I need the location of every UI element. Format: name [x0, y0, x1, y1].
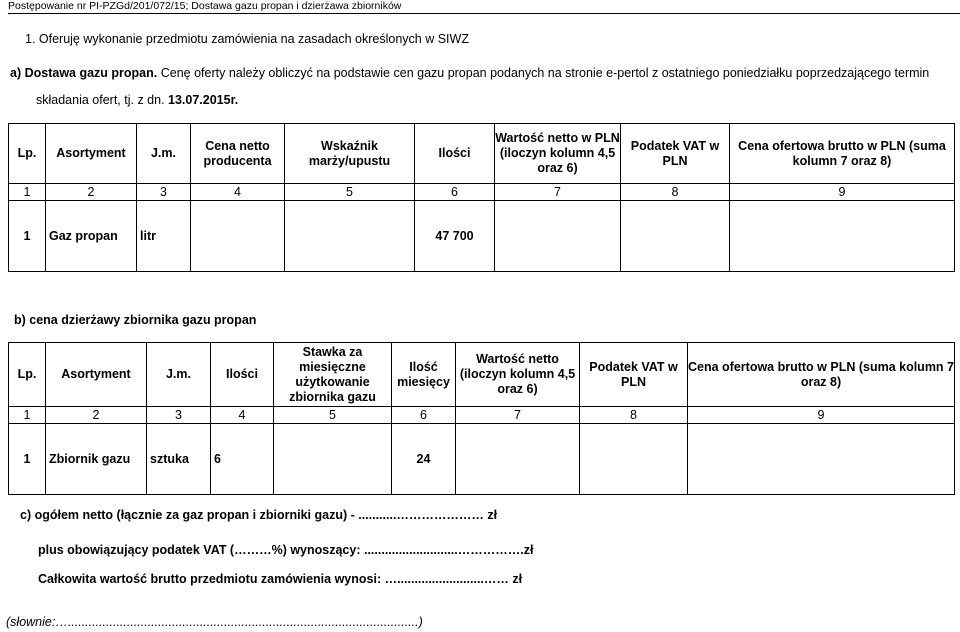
- col-number: 1: [9, 407, 46, 424]
- col-number: 8: [580, 407, 688, 424]
- col-number: 5: [274, 407, 392, 424]
- header-divider: [8, 13, 960, 14]
- row-net-value: [456, 424, 580, 495]
- row-lp: 1: [9, 424, 46, 495]
- col-header: Podatek VAT w PLN: [621, 124, 730, 184]
- col-number: 4: [211, 407, 274, 424]
- row-vat: [621, 201, 730, 272]
- section-a-date: 13.07.2015r.: [168, 93, 239, 107]
- row-net-value: [495, 201, 621, 272]
- row-assortment: Gaz propan: [46, 201, 137, 272]
- col-header: Wartość netto w PLN (iloczyn kolumn 4,5 oraz 6): [495, 124, 621, 184]
- col-header: Podatek VAT w PLN: [580, 343, 688, 407]
- page-header: Postępowanie nr PI-PZGd/201/072/15; Dostawa gazu propan i dzierżawa zbiorników: [8, 0, 402, 12]
- tank-lease-table: [8, 342, 955, 495]
- col-header: Ilości: [415, 124, 495, 184]
- row-unit: litr: [137, 201, 191, 272]
- section-b-title: b) cena dzierżawy zbiornika gazu propan: [14, 313, 257, 327]
- col-number: 2: [46, 184, 137, 201]
- row-gross-price: [688, 424, 955, 495]
- vat-line: plus obowiązujący podatek VAT (………%) wynoszący: ...........................…………….zł: [38, 543, 534, 557]
- col-header: Lp.: [9, 343, 46, 407]
- col-header: Lp.: [9, 124, 46, 184]
- total-net-line: c) ogółem netto (łącznie za gaz propan i zbiorniki gazu) - ...........………………… zł: [20, 508, 498, 522]
- col-number: 2: [46, 407, 147, 424]
- col-number: 3: [147, 407, 211, 424]
- col-number: 5: [285, 184, 415, 201]
- col-header: Cena netto producenta: [191, 124, 285, 184]
- section-a-title: a) Dostawa gazu propan.: [10, 66, 158, 80]
- col-number: 3: [137, 184, 191, 201]
- row-gross-price: [730, 201, 955, 272]
- col-number: 9: [688, 407, 955, 424]
- total-gross-line: Całkowita wartość brutto przedmiotu zamówienia wynosi: ….........................…… zł: [38, 572, 523, 586]
- col-header: Asortyment: [46, 343, 147, 407]
- section-a-date-prefix: składania ofert, tj. z dn.: [36, 93, 169, 107]
- row-vat: [580, 424, 688, 495]
- row-quantity: 6: [211, 424, 274, 495]
- section-a-text-continued: [36, 93, 238, 107]
- col-number: 1: [9, 184, 46, 201]
- col-header: Ilość miesięcy: [392, 343, 456, 407]
- col-number: 6: [392, 407, 456, 424]
- col-number: 7: [495, 184, 621, 201]
- col-number: 4: [191, 184, 285, 201]
- row-margin: [285, 201, 415, 272]
- row-producer-price: [191, 201, 285, 272]
- col-header: Wartość netto (iloczyn kolumn 4,5 oraz 6): [456, 343, 580, 407]
- col-number: 9: [730, 184, 955, 201]
- table-header-row: [9, 124, 955, 184]
- col-header: J.m.: [137, 124, 191, 184]
- row-unit: sztuka: [147, 424, 211, 495]
- col-header: Cena ofertowa brutto w PLN (suma kolumn 7 oraz 8): [730, 124, 955, 184]
- col-header: Asortyment: [46, 124, 137, 184]
- row-months: 24: [392, 424, 456, 495]
- table-row: [9, 424, 955, 495]
- table-header-row: [9, 343, 955, 407]
- col-number: 7: [456, 407, 580, 424]
- row-monthly-rate: [274, 424, 392, 495]
- col-header: Stawka za miesięczne użytkowanie zbiornika gazu: [274, 343, 392, 407]
- col-header: Ilości: [211, 343, 274, 407]
- section-a-text: [10, 66, 929, 80]
- column-number-row: [9, 184, 955, 201]
- column-number-row: [9, 407, 955, 424]
- amount-in-words-line: (słownie:….....................................................................................................): [6, 615, 423, 629]
- col-header: J.m.: [147, 343, 211, 407]
- col-header: Cena ofertowa brutto w PLN (suma kolumn 7 oraz 8): [688, 343, 955, 407]
- row-lp: 1: [9, 201, 46, 272]
- col-number: 8: [621, 184, 730, 201]
- table-row: [9, 201, 955, 272]
- col-header: Wskaźnik marży/upustu: [285, 124, 415, 184]
- col-number: 6: [415, 184, 495, 201]
- row-assortment: Zbiornik gazu: [46, 424, 147, 495]
- gas-pricing-table: [8, 123, 955, 272]
- offer-statement: 1. Oferuję wykonanie przedmiotu zamówienia na zasadach określonych w SIWZ: [25, 32, 469, 46]
- section-a-description: Cenę oferty należy obliczyć na podstawie cen gazu propan podanych na stronie e-pertol z ostatniego poniedziałku poprzedzającego termin: [157, 66, 930, 80]
- row-quantity: 47 700: [415, 201, 495, 272]
